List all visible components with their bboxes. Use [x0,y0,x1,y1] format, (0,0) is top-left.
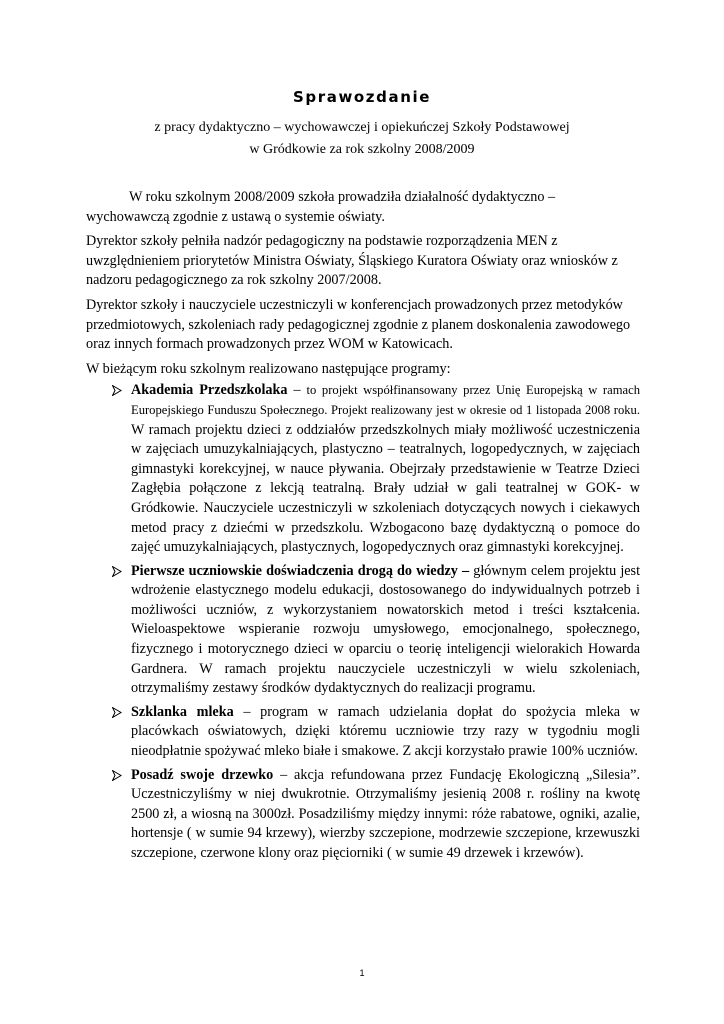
paragraph-intro: W roku szkolnym 2008/2009 szkoła prowadziła działalność dydaktyczno – wychowawczą zgodnie z ustawą o systemie oświaty. [86,189,556,225]
program-text: głównym celem projektu jest wdrożenie elastycznego modelu edukacji, dostosowanego do indywidualnych potrzeb i możliwości uczniów, z wykorzystaniem nowatorskich metod i treści kształcenia. Wieloaspektowe wspieranie rozwoju umysłowego, emocjonalnego, społecznego, fizycznego i motorycznego dzieci w oparciu o teorię inteligencji wielorakich Howarda Gardnera. W ramach projektu nauczyciele uczestniczyli w wielu szkoleniach, otrzymaliśmy zestawy środków dydaktycznych do realizacji programu. [131,562,641,697]
arrow-bullet-icon [112,381,122,396]
program-separator: – [273,766,295,783]
list-item [86,562,640,699]
list-item [86,381,640,557]
paragraph-supervision: Dyrektor szkoły pełniła nadzór pedagogiczny na podstawie rozporządzenia MEN z uwzględnieniem priorytetów Ministra Oświaty, Śląskiego Kuratora Oświaty oraz wniosków z nadzoru pedagogicznego za rok szkolny 2007/2008. [86,233,618,289]
document-subtitle-line1: z pracy dydaktyczno – wychowawczej i opiekuńczej Szkoły Podstawowej [154,120,570,135]
arrow-bullet-icon [112,766,122,781]
paragraph-training: Dyrektor szkoły i nauczyciele uczestniczyli w konferencjach prowadzonych przez metodyków przedmiotowych, szkoleniach rady pedagogicznej zgodnie z planem doskonalenia zawodowego oraz innych formach prowadzonych przez WOM w Katowicach. [86,296,631,353]
program-separator: – [233,703,261,720]
program-text: program w ramach udzielania dopłat do spożycia mleka w placówkach oświatowych, dzięki któremu uczniowie trzy razy w tygodniu mogli nieodpłatnie spożywać mleko białe i smakowe. Z akcji korzystało prawie 100% uczniów. [131,703,641,760]
list-item [86,766,640,864]
paragraph-programs-intro: W bieżącym roku szkolnym realizowano następujące programy: [86,360,451,377]
program-text: akcja refundowana przez Fundację Ekologiczną „Silesia”. Uczestniczyliśmy w niej dwukrotnie. Otrzymaliśmy jesienią 2008 r. rośliny na kwotę 2500 zł, a wiosną na 3000zł. Posadziliśmy między innymi: róże rabatowe, ogniki, azalie, hortensje ( w sumie 94 krzewy), wierzby szczepione, modrzewie szczepione, krzewuszki szczepione, czerwone klony oraz pięciorniki ( w sumie 49 drzewek i krzewów). [131,766,640,861]
page-number: 1 [359,968,365,978]
program-name: Posadź swoje drzewko [131,766,274,783]
program-list [86,381,640,863]
program-name: Pierwsze uczniowskie doświadczenia drogą do wiedzy – [131,562,470,579]
program-small-text: to projekt współfinansowany przez Unię Europejską w ramach Europejskiego Funduszu Społecznego. Projekt realizowany jest w okresie od 1 listopada 2008 roku. [131,383,640,417]
arrow-bullet-icon [112,562,122,577]
program-separator: – [287,382,307,399]
document-title: Sprawozdanie [292,88,431,106]
document-body [86,188,640,864]
program-name: Akademia Przedszkolaka [131,382,288,399]
list-item [86,703,640,762]
program-text: W ramach projektu dzieci z oddziałów przedszkolnych miały możliwość uczestniczenia w zajęciach umuzykalniających, plastyczno – teatralnych, logopedycznych, w zajęciach gimnastyki korekcyjnej, w nauce pływania. Obejrzały przedstawienie w Teatrze Dzieci Zagłębia połączone z lekcją teatralną. Brały udział w gali teatralnej w GOK- w Gródkowie. Nauczyciele uczestniczyli w szkoleniach dotyczących nowych i ciekawych metod pracy z dziećmi w przedszkolu. Wzbogacono bazę dydaktyczną o pomoce do zajęć umuzykalniających, plastycznych, logopedycznych oraz gimnastyki korekcyjnej. [131,421,640,556]
document-subtitle-line2: w Gródkowie za rok szkolny 2008/2009 [249,142,475,157]
program-name: Szklanka mleka [131,703,234,720]
arrow-bullet-icon [112,703,122,718]
